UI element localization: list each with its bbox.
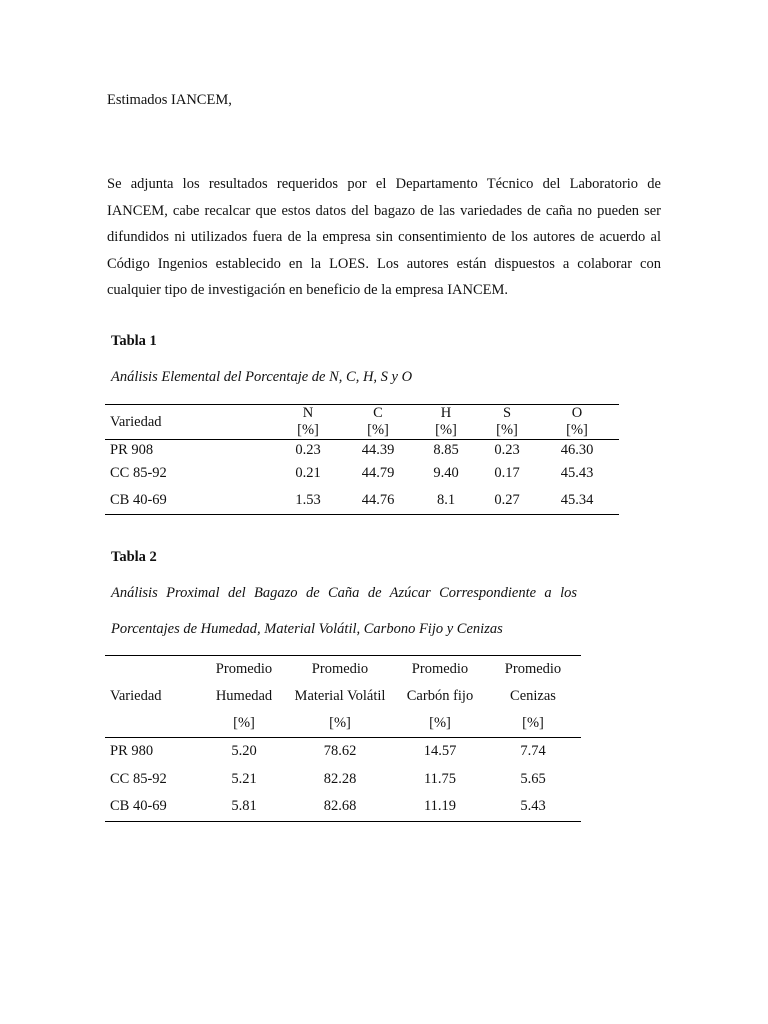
cell-material-volatil: 82.28: [323, 770, 357, 787]
table1-header-variedad: [105, 405, 273, 440]
cell-variedad: CB 40-69: [110, 798, 167, 815]
cell-s: 0.17: [494, 465, 520, 481]
header-unit: [%]: [233, 715, 255, 731]
header-line2: Carbón fijo: [406, 688, 474, 704]
cell-cenizas: 5.65: [520, 770, 546, 787]
cell-c: 44.39: [361, 441, 395, 458]
cell-h: 8.1: [436, 492, 456, 508]
table-row: [105, 766, 581, 794]
cell-c: 44.76: [361, 492, 395, 508]
header-line2: Material Volátil: [294, 688, 386, 704]
header-unit: [%]: [522, 715, 544, 731]
table1-header-c: [343, 405, 413, 440]
header-symbol: C: [373, 405, 383, 421]
cell-o: 45.43: [560, 465, 594, 481]
header-unit: [%]: [435, 422, 457, 438]
header-unit: [%]: [566, 422, 588, 438]
table1-header-h: [413, 405, 479, 440]
table2-header-carbon-fijo: [395, 656, 485, 738]
cell-c: 44.79: [361, 465, 395, 481]
table-row: [105, 460, 619, 487]
header-line1: Promedio: [411, 661, 469, 677]
table2-header-humedad: [203, 656, 285, 738]
cell-carbon-fijo: 11.19: [423, 798, 457, 815]
header-symbol: S: [502, 405, 512, 421]
cell-o: 46.30: [560, 441, 594, 458]
header-unit: [%]: [496, 422, 518, 438]
table1-header-s: [479, 405, 535, 440]
cell-n: 1.53: [295, 492, 321, 508]
header-unit: [%]: [297, 422, 319, 438]
header-line1: Promedio: [504, 661, 562, 677]
cell-n: 0.21: [295, 465, 321, 481]
table2-caption-line2: Porcentajes de Humedad, Material Volátil, Carbono Fijo y Cenizas: [111, 621, 503, 637]
cell-carbon-fijo: 14.57: [423, 743, 457, 760]
table-row: [105, 793, 581, 821]
table1-header-n: [273, 405, 343, 440]
cell-o: 45.34: [560, 492, 594, 508]
table2-title: Tabla 2: [111, 549, 157, 565]
cell-humedad: 5.21: [231, 770, 257, 787]
cell-h: 9.40: [433, 465, 459, 481]
table2-header-row: [105, 656, 581, 738]
cell-variedad: CC 85-92: [110, 465, 167, 481]
header-label: Variedad: [110, 688, 162, 704]
header-line2: Humedad: [215, 688, 273, 704]
table-row: [105, 487, 619, 515]
cell-humedad: 5.20: [231, 743, 257, 760]
cell-cenizas: 5.43: [520, 798, 546, 815]
cell-cenizas: 7.74: [520, 743, 546, 760]
cell-variedad: PR 908: [110, 441, 154, 458]
greeting: Estimados IANCEM,: [107, 92, 232, 108]
cell-h: 8.85: [433, 441, 459, 458]
header-line1: Promedio: [215, 661, 273, 677]
table1-header-o: [535, 405, 619, 440]
table-proximal-analysis: [105, 655, 581, 822]
table-row: [105, 738, 581, 766]
header-line1: Promedio: [311, 661, 369, 677]
table1-title: Tabla 1: [111, 333, 157, 349]
table2-header-variedad: [105, 656, 203, 738]
cell-material-volatil: 78.62: [323, 743, 357, 760]
cell-variedad: PR 980: [110, 743, 154, 760]
table2-header-cenizas: [485, 656, 581, 738]
table2-caption-line1: Análisis Proximal del Bagazo de Caña de Azúcar Correspondiente a los: [111, 585, 577, 601]
table2-header-material-volatil: [285, 656, 395, 738]
cell-material-volatil: 82.68: [323, 798, 357, 815]
table1-header-row: [105, 405, 619, 440]
header-symbol: O: [571, 405, 583, 421]
header-unit: [%]: [429, 715, 451, 731]
cell-variedad: CC 85-92: [110, 770, 167, 787]
cell-humedad: 5.81: [231, 798, 257, 815]
header-symbol: N: [302, 405, 314, 421]
header-unit: [%]: [367, 422, 389, 438]
header-unit: [%]: [329, 715, 351, 731]
cell-n: 0.23: [295, 441, 321, 458]
header-line2: Cenizas: [510, 688, 556, 704]
header-label: Variedad: [110, 413, 162, 430]
table-row: [105, 440, 619, 461]
cell-s: 0.23: [494, 441, 520, 458]
header-symbol: H: [440, 405, 452, 421]
cell-variedad: CB 40-69: [110, 492, 167, 508]
table1-caption: Análisis Elemental del Porcentaje de N, C, H, S y O: [111, 369, 413, 385]
cell-s: 0.27: [494, 492, 520, 508]
cell-carbon-fijo: 11.75: [423, 770, 457, 787]
table-elemental-analysis: [105, 404, 619, 515]
intro-paragraph: Se adjunta los resultados requeridos por el Departamento Técnico del Laboratorio de IANCEM, cabe recalcar que estos datos del bagazo de las variedades de caña no pueden ser difundidos ni utilizados fuera de la empresa sin consentimiento de los autores de acuerdo al Código Ingenios establecido en la LOES. Los autores están dispuestos a colaborar con cualquier tipo de investigación en beneficio de la empresa IANCEM.: [107, 176, 661, 298]
